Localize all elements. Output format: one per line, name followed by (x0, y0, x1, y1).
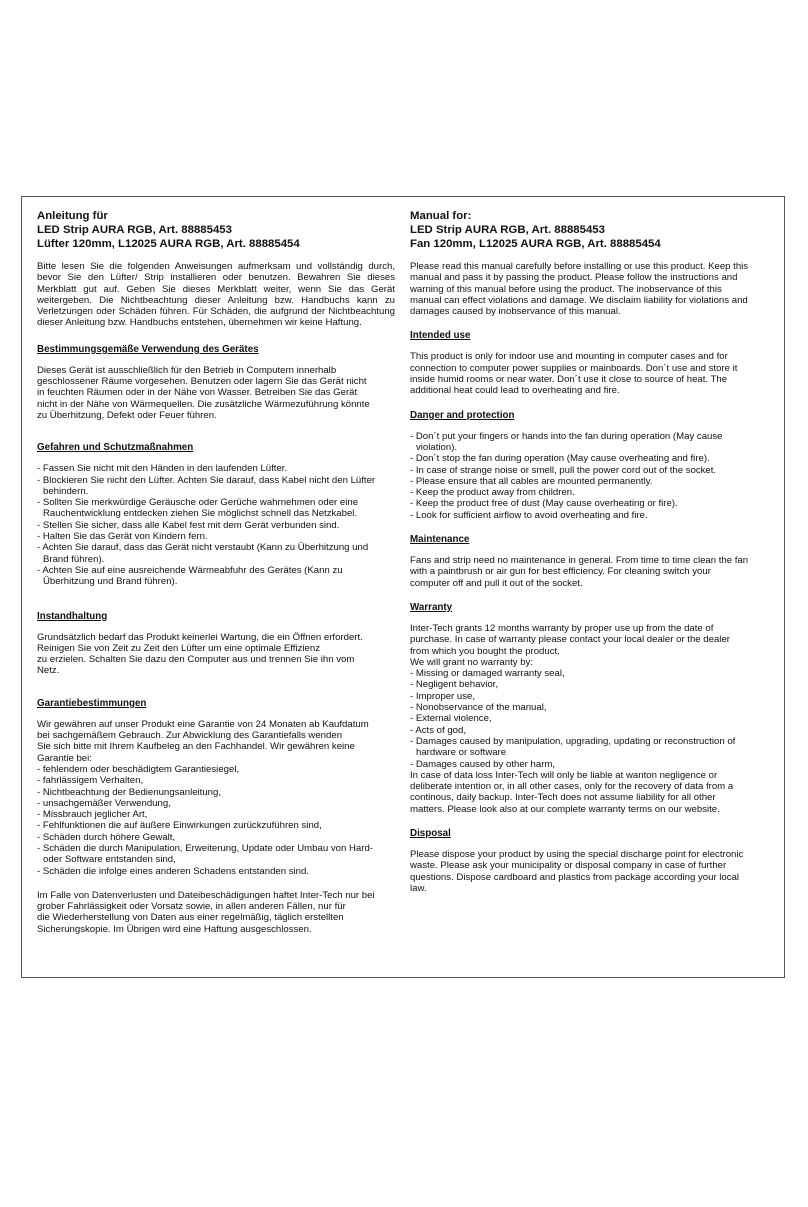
list-item: - Don´t put your fingers or hands into the fan during operation (May cause violation). (410, 430, 723, 453)
list-item: - Halten Sie das Gerät von Kindern fern. (37, 531, 208, 543)
english-maintenance-heading: Maintenance (410, 534, 470, 546)
german-column (37, 209, 395, 935)
german-warranty-text: Wir gewähren auf unser Produkt eine Garantie von 24 Monaten ab Kaufdatum bei sachgemäßem Gebrauch. Zur Abwicklung des Garantiefalls wenden Sie sich bitte mit Ihrem Kaufbeleg an den Fachhandel. Wir gewähren keine Garantie bei: - fehlendem oder beschädigtem Garantiesiegel, - fahrlässigem Verhalten, - Nichtbeachtung der Bedienungsanleitung, - unsachgemäßer Verwendung, - Missbrauch jeglicher Art, - Fehlfunktionen die auf äußere Einwirkungen zurückzuführen sind, - Schäden durch höhere Gewalt, - Schäden die durch Manipulation, Erweiterung, Update oder Umbau von Hard- oder Software entstanden sind, - Schäden die infolge eines anderen Schadens entstanden sind. Im Falle von Datenverlusten und Dateibeschädigungen haftet Inter-Tech nur bei grober Fahrlässigkeit oder Vorsatz sowie, in allen anderen Fällen, nur für die Wiederherstellung von Daten aus einer regelmäßig, täglich erstellten Sicherungskopie. Im Übrigen wird eine Haftung ausgeschlossen. (37, 719, 395, 935)
list-item: - Don´t stop the fan during operation (May cause overheating and fire). (410, 453, 710, 465)
list-item: - fahrlässigem Verhalten, (37, 775, 144, 787)
list-item: - Please ensure that all cables are mounted permanently. (410, 475, 653, 487)
list-item: - Schäden die infolge eines anderen Schadens entstanden sind. (37, 865, 310, 877)
english-disposal-heading: Disposal (410, 827, 451, 839)
german-title-line: Lüfter 120mm, L12025 AURA RGB, Art. 88885454 (37, 238, 300, 250)
german-intended-use-text: Dieses Gerät ist ausschließlich für den Betrieb in Computern innerhalb geschlossener Räume vorgesehen. Benutzen oder lagern Sie das Gerät nicht in feuchten Räumen oder in der Nähe von Wasser. Betreiben Sie das Gerät nicht in der Nähe von Wärmequellen. Die zusätzliche Wärmezuführung könnte zu Überhitzung, Defekt oder Feuer führen. (37, 364, 370, 421)
list-item: - In case of strange noise or smell, pull the power cord out of the socket. (410, 464, 717, 476)
list-item: - Negligent behavior, (410, 679, 498, 691)
list-item: - Nichtbeachtung der Bedienungsanleitung, (37, 786, 222, 798)
list-item: - Keep the product away from children. (410, 487, 575, 499)
list-item: - Missing or damaged warranty seal, (410, 668, 565, 680)
german-danger-list (37, 463, 395, 587)
german-intended-use-heading: Bestimmungsgemäße Verwendung des Gerätes (37, 343, 259, 355)
english-danger-list (410, 431, 768, 521)
list-item: - Keep the product free of dust (May cause overheating or fire). (410, 498, 678, 510)
english-warranty-list (410, 668, 768, 770)
english-title (410, 209, 768, 251)
list-item: - Missbrauch jeglicher Art, (37, 809, 148, 821)
list-item: - Stellen Sie sicher, dass alle Kabel fest mit dem Gerät verbunden sind. (37, 519, 340, 531)
german-danger-heading: Gefahren und Schutzmaßnahmen (37, 442, 194, 454)
list-item: - Schäden durch höhere Gewalt, (37, 831, 176, 843)
english-title-line: LED Strip AURA RGB, Art. 88885453 (410, 224, 605, 236)
list-item: - Nonobservance of the manual, (410, 702, 547, 714)
english-disposal-text: Please dispose your product by using the special discharge point for electronic waste. Please ask your municipality or disposal company in case of further questions. Dispose cardboard and plastics from package according your local law. (410, 848, 744, 894)
list-item: - Schäden die durch Manipulation, Erweiterung, Update oder Umbau von Hard- oder Software entstanden sind, (37, 842, 373, 866)
english-maintenance-text: Fans and strip need no maintenance in general. From time to time clean the fan with a paintbrush or air gun for best efficiency. For cleaning switch your computer off and pull it out of the socket. (410, 555, 749, 589)
german-intro: Bitte lesen Sie die folgenden Anweisungen aufmerksam und vollständig durch, bevor Sie den Lüfter/ Strip installieren oder benutzen. Bewahren Sie dieses Merkblatt gut auf. Geben Sie dieses Merkblatt weiter, wenn Sie das Gerät weitergeben. Die Nichtbeachtung dieser Anleitung bzw. Handbuchs kann zu Verletzungen oder Schäden führen. Für Schäden, die aufgrund der Nichtbeachtung dieser Anleitung bzw. Handbuchs entstehen, übernehmen wir keine Haftung. (37, 261, 395, 329)
german-warranty-closing: Im Falle von Datenverlusten und Dateibeschädigungen haftet Inter-Tech nur bei grober Fahrlässigkeit oder Vorsatz sowie, in allen anderen Fällen, nur für die Wiederherstellung von Daten aus einer regelmäßig, täglich erstellten Sicherungskopie. Im Übrigen wird eine Haftung ausgeschlossen. (37, 889, 375, 935)
list-item: - External violence, (410, 713, 492, 725)
list-item: - Fehlfunktionen die auf äußere Einwirkungen zurückzuführen sind, (37, 820, 322, 832)
english-title-line: Fan 120mm, L12025 AURA RGB, Art. 88885454 (410, 238, 661, 250)
german-warranty-heading: Garantiebestimmungen (37, 697, 147, 709)
english-intro: Please read this manual carefully before installing or use this product. Keep this manual and pass it by passing the product. Please follow the instructions and warning of this manual before using the product. The inobservance of this manual can effect violations and damage. We disclaim liability for violations and damages caused by inobservance of this manual. (410, 261, 749, 318)
german-title-line: LED Strip AURA RGB, Art. 88885453 (37, 224, 232, 236)
list-item: - unsachgemäßer Verwendung, (37, 797, 171, 809)
german-title (37, 209, 395, 251)
list-item: - Damages caused by manipulation, upgrading, updating or reconstruction of hardware or software (410, 735, 736, 759)
german-warranty-list (37, 764, 395, 877)
list-item: - fehlendem oder beschädigtem Garantiesiegel, (37, 763, 240, 775)
list-item: - Acts of god, (410, 724, 466, 736)
english-warranty-text: Inter-Tech grants 12 months warranty by proper use up from the date of purchase. In case of warranty please contact your local dealer or the dealer from which you bought the product. We will grant no warranty by: - Missing or damaged warranty seal, - Negligent behavior, - Improper use, - Nonobservance of the manual, - External violence, - Acts of god, - Damages caused by manipulation, upgrading, updating or reconstruction of hardware or software - Damages caused by other harm, In case of data loss Inter-Tech will only be liable at wanton negligence or deliberate intention or, in all other cases, only for the recovery of data from a continous, daily backup. Inter-Tech does not assume liability for all other matters. Please look also at our complete warranty terms on our website. (410, 623, 768, 815)
list-item: - Blockieren Sie nicht den Lüfter. Achten Sie darauf, dass Kabel nicht den Lüfter behindern. (37, 474, 376, 497)
list-item: - Achten Sie darauf, dass das Gerät nicht verstaubt (Kann zu Überhitzung und Brand führen). (37, 542, 369, 565)
manual-sheet (21, 196, 785, 978)
list-item: - Fassen Sie nicht mit den Händen in den laufenden Lüfter. (37, 463, 288, 475)
german-maintenance-heading: Instandhaltung (37, 610, 108, 622)
english-warranty-heading: Warranty (410, 601, 453, 613)
list-item: - Damages caused by other harm, (410, 758, 556, 770)
english-column (410, 209, 768, 894)
german-title-line: Anleitung für (37, 210, 108, 222)
list-item: - Improper use, (410, 690, 476, 702)
list-item: - Sollten Sie merkwürdige Geräusche oder Gerüche wahrnehmen oder eine Rauchentwicklung entdecken ziehen Sie möglichst schnell das Netzkabel. (37, 497, 359, 520)
english-danger-heading: Danger and protection (410, 409, 515, 421)
list-item: - Achten Sie auf eine ausreichende Wärmeabfuhr des Gerätes (Kann zu Überhitzung und Brand führen). (37, 564, 343, 588)
list-item: - Look for sufficient airflow to avoid overheating and fire. (410, 509, 648, 521)
german-maintenance-text: Grundsätzlich bedarf das Produkt keinerlei Wartung, die ein Öffnen erfordert. Reinigen Sie von Zeit zu Zeit den Lüfter um eine optimale Effizienz zu erzielen. Schalten Sie dazu den Computer aus und trennen Sie ihn vom Netz. (37, 631, 363, 677)
english-intended-use-text: This product is only for indoor use and mounting in computer cases and for connection to computer power supplies or mainboards. Don´t use and store it inside humid rooms or near water. Don´t use it close to source of heat. The additional heat could lead to overheating and fire. (410, 351, 738, 397)
english-title-line: Manual for: (410, 210, 472, 222)
english-warranty-closing: In case of data loss Inter-Tech will only be liable at wanton negligence or deliberate intention or, in all other cases, only for the recovery of data from a continous, daily backup. Inter-Tech does not assume liability for all other matters. Please look also at our complete warranty terms on our website. (410, 769, 734, 815)
english-intended-use-heading: Intended use (410, 330, 471, 342)
